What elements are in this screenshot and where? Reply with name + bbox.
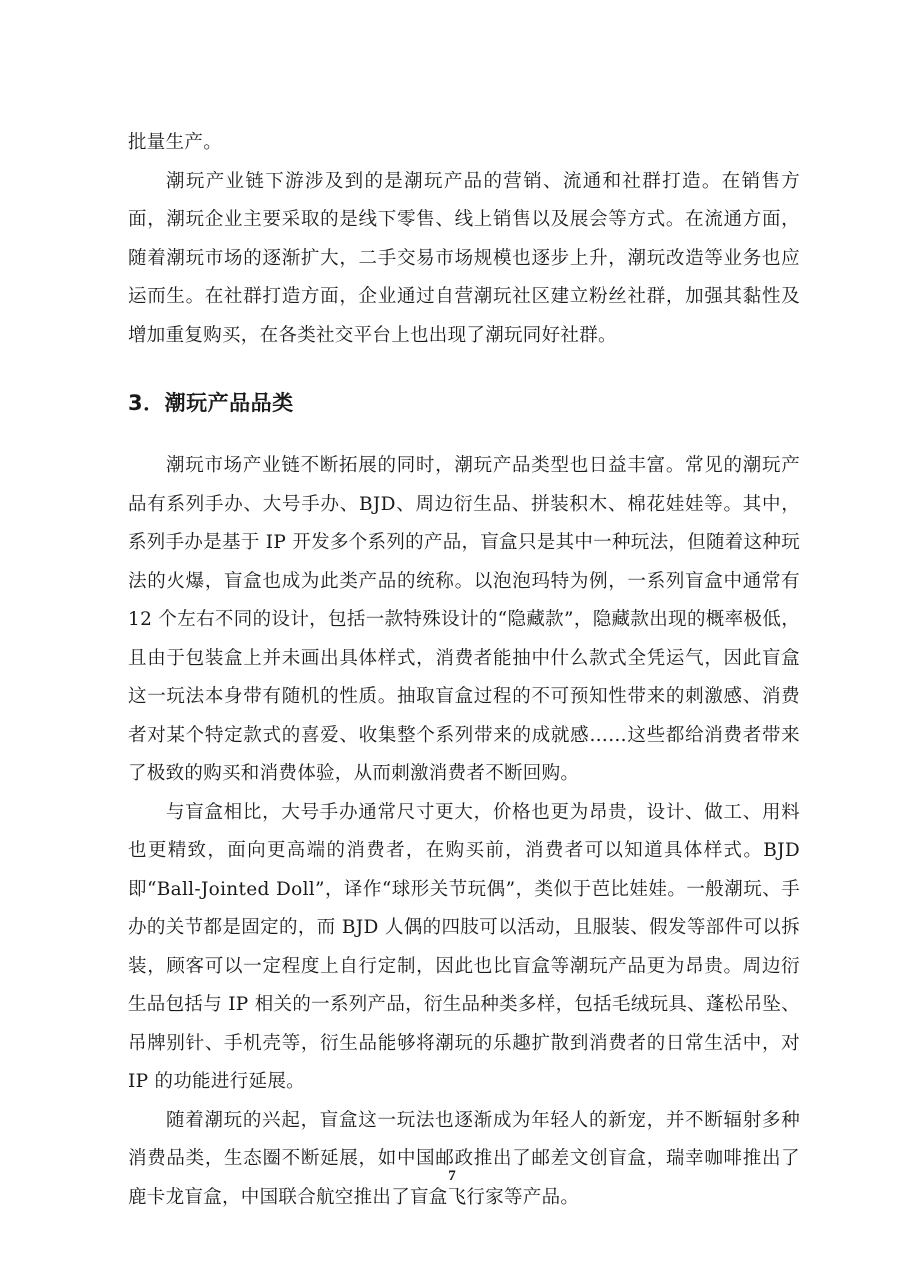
page-number: 7	[448, 1168, 456, 1184]
section-heading: 3．潮玩产品品类	[128, 391, 294, 415]
paragraph-continuation: 批量生产。	[128, 132, 223, 153]
paragraph-large-figures-bjd: 与盲盒相比，大号手办通常尺寸更大，价格也更为昂贵，设计、做工、用料也更精致，面向更高端的消费者，在购买前，消费者可以知道具体样式。BJD 即“Ball-Jointed Doll”，译作“球形关节玩偶”，类似于芭比娃娃。一般潮玩、手办的关节都是固定的，而 BJD 人偶的四肢可以活动，且服装、假发等部件可以拆装，顾客可以一定程度上自行定制，因此也比盲盒等潮玩产品更为昂贵。周边衍生品包括与 IP 相关的一系列产品，衍生品种类多样，包括毛绒玩具、蓬松吊坠、吊牌别针、手机壳等，衍生品能够将潮玩的乐趣扩散到消费者的日常生活中，对 IP 的功能进行延展。	[128, 801, 800, 1092]
paragraph-blind-box-trend: 随着潮玩的兴起，盲盒这一玩法也逐渐成为年轻人的新宠，并不断辐射多种消费品类，生态圈不断延展，如中国邮政推出了邮差文创盲盒，瑞幸咖啡推出了鹿卡龙盲盒，中国联合航空推出了盲盒飞行家等产品。	[128, 1109, 800, 1208]
paragraph-downstream-industry: 潮玩产业链下游涉及到的是潮玩产品的营销、流通和社群打造。在销售方面，潮玩企业主要采取的是线下零售、线上销售以及展会等方式。在流通方面，随着潮玩市场的逐渐扩大，二手交易市场规模也逐步上升，潮玩改造等业务也应运而生。在社群打造方面，企业通过自营潮玩社区建立粉丝社群，加强其黏性及增加重复购买，在各类社交平台上也出现了潮玩同好社群。	[128, 170, 800, 346]
paragraph-product-types: 潮玩市场产业链不断拓展的同时，潮玩产品类型也日益丰富。常见的潮玩产品有系列手办、大号手办、BJD、周边衍生品、拼装积木、棉花娃娃等。其中，系列手办是基于 IP 开发多个系列的产品，盲盒只是其中一种玩法，但随着这种玩法的火爆，盲盒也成为此类产品的统称。以泡泡玛特为例，一系列盲盒中通常有 12 个左右不同的设计，包括一款特殊设计的“隐藏款”，隐藏款出现的概率极低，且由于包装盒上并未画出具体样式，消费者能抽中什么款式全凭运气，因此盲盒这一玩法本身带有随机的性质。抽取盲盒过程的不可预知性带来的刺激感、消费者对某个特定款式的喜爱、收集整个系列带来的成就感……这些都给消费者带来了极致的购买和消费体验，从而刺激消费者不断回购。	[128, 455, 800, 784]
page-content	[128, 124, 800, 1217]
